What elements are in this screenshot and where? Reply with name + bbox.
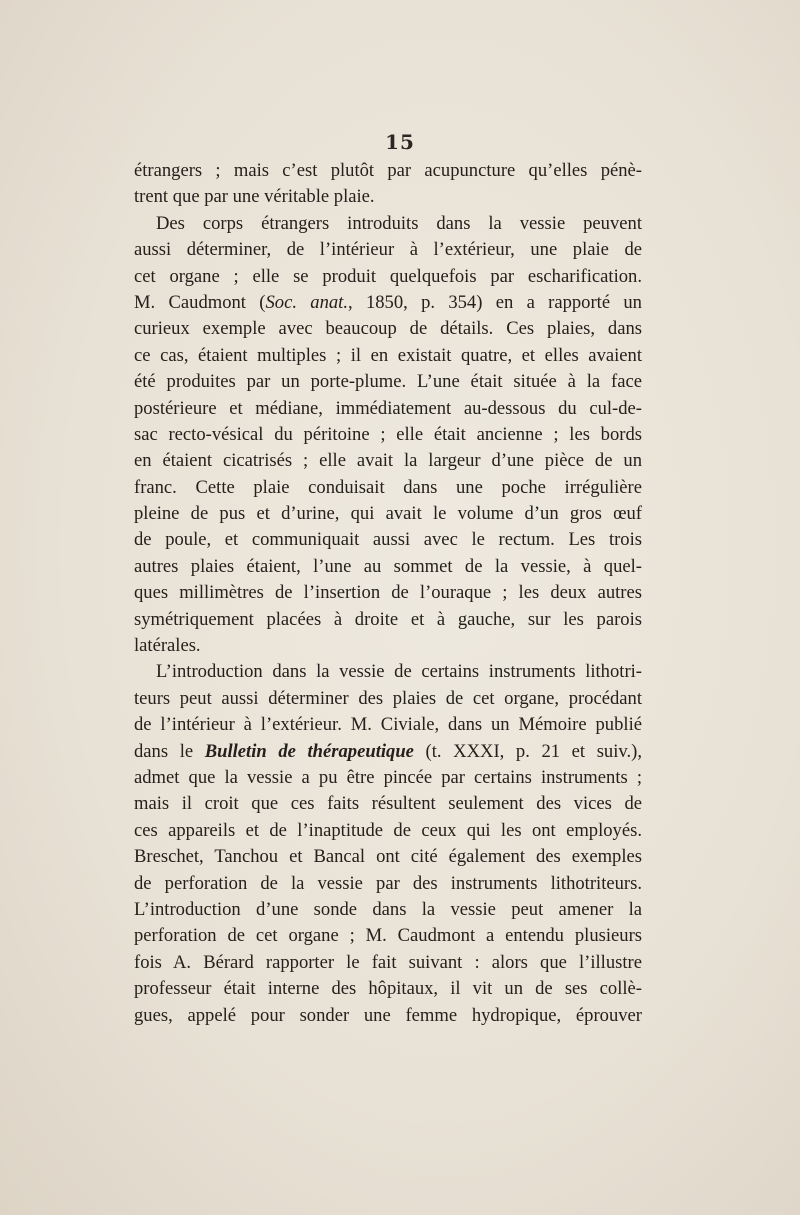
page-number: 15 bbox=[385, 130, 415, 154]
text-line: L’introduction dans la vessie de certains instruments lithotri- bbox=[156, 661, 642, 683]
text-line: dans le Bulletin de thérapeutique (t. XXXI, p. 21 et suiv.), bbox=[134, 740, 642, 762]
body-text bbox=[134, 158, 642, 1029]
text-line: L’introduction d’une sonde dans la vessie peut amener la bbox=[134, 898, 642, 920]
text-line: curieux exemple avec beaucoup de détails. Ces plaies, dans bbox=[134, 318, 642, 340]
text-line: ce cas, étaient multiples ; il en existait quatre, et elles avaient bbox=[134, 344, 642, 366]
text-line: sac recto-vésical du péritoine ; elle était ancienne ; les bords bbox=[134, 423, 642, 445]
text-line: teurs peut aussi déterminer des plaies de cet organe, procédant bbox=[134, 687, 642, 709]
text-line: ques millimètres de l’insertion de l’ouraque ; les deux autres bbox=[134, 582, 642, 604]
text-line: de l’intérieur à l’extérieur. M. Civiale, dans un Mémoire publié bbox=[134, 714, 642, 736]
text-line: cet organe ; elle se produit quelquefois par escharification. bbox=[134, 265, 642, 287]
text-line: postérieure et médiane, immédiatement au-dessous du cul-de- bbox=[134, 397, 642, 419]
text-line: été produites par un porte-plume. L’une était située à la face bbox=[134, 371, 642, 393]
text-line: autres plaies étaient, l’une au sommet de la vessie, à quel- bbox=[134, 555, 642, 577]
text-line: perforation de cet organe ; M. Caudmont a entendu plusieurs bbox=[134, 925, 642, 947]
text-line: Breschet, Tanchou et Bancal ont cité également des exemples bbox=[134, 846, 642, 868]
text-line: de perforation de la vessie par des instruments lithotriteurs. bbox=[134, 872, 642, 894]
text-line: pleine de pus et d’urine, qui avait le volume d’un gros œuf bbox=[134, 503, 642, 525]
text-line: latérales. bbox=[134, 635, 201, 657]
text-line: étrangers ; mais c’est plutôt par acupuncture qu’elles pénè- bbox=[134, 160, 642, 181]
text-line: symétriquement placées à droite et à gauche, sur les parois bbox=[134, 608, 642, 630]
text-line: de poule, et communiquait aussi avec le rectum. Les trois bbox=[134, 529, 642, 551]
italic-title: Soc. anat. bbox=[265, 291, 348, 313]
text-line: gues, appelé pour sonder une femme hydropique, éprouver bbox=[134, 1004, 642, 1026]
text-line: professeur était interne des hôpitaux, il vit un de ses collè- bbox=[134, 978, 642, 1000]
text-line: mais il croit que ces faits résultent seulement des vices de bbox=[134, 793, 642, 815]
text-line: trent que par une véritable plaie. bbox=[134, 186, 375, 208]
text-line: fois A. Bérard rapporter le fait suivant : alors que l’illustre bbox=[134, 951, 642, 973]
text-line: en étaient cicatrisés ; elle avait la largeur d’une pièce de un bbox=[134, 450, 642, 472]
italic-title: Bulletin de thérapeutique bbox=[204, 740, 414, 762]
text-line: aussi déterminer, de l’intérieur à l’extérieur, une plaie de bbox=[134, 239, 642, 261]
text-line: M. Caudmont (Soc. anat., 1850, p. 354) en a rapporté un bbox=[134, 291, 642, 313]
text-line: ces appareils et de l’inaptitude de ceux qui les ont employés. bbox=[134, 819, 642, 841]
text-line: admet que la vessie a pu être pincée par certains instruments ; bbox=[134, 766, 642, 788]
text-line: franc. Cette plaie conduisait dans une poche irrégulière bbox=[134, 476, 642, 498]
text-line: Des corps étrangers introduits dans la vessie peuvent bbox=[156, 212, 642, 234]
